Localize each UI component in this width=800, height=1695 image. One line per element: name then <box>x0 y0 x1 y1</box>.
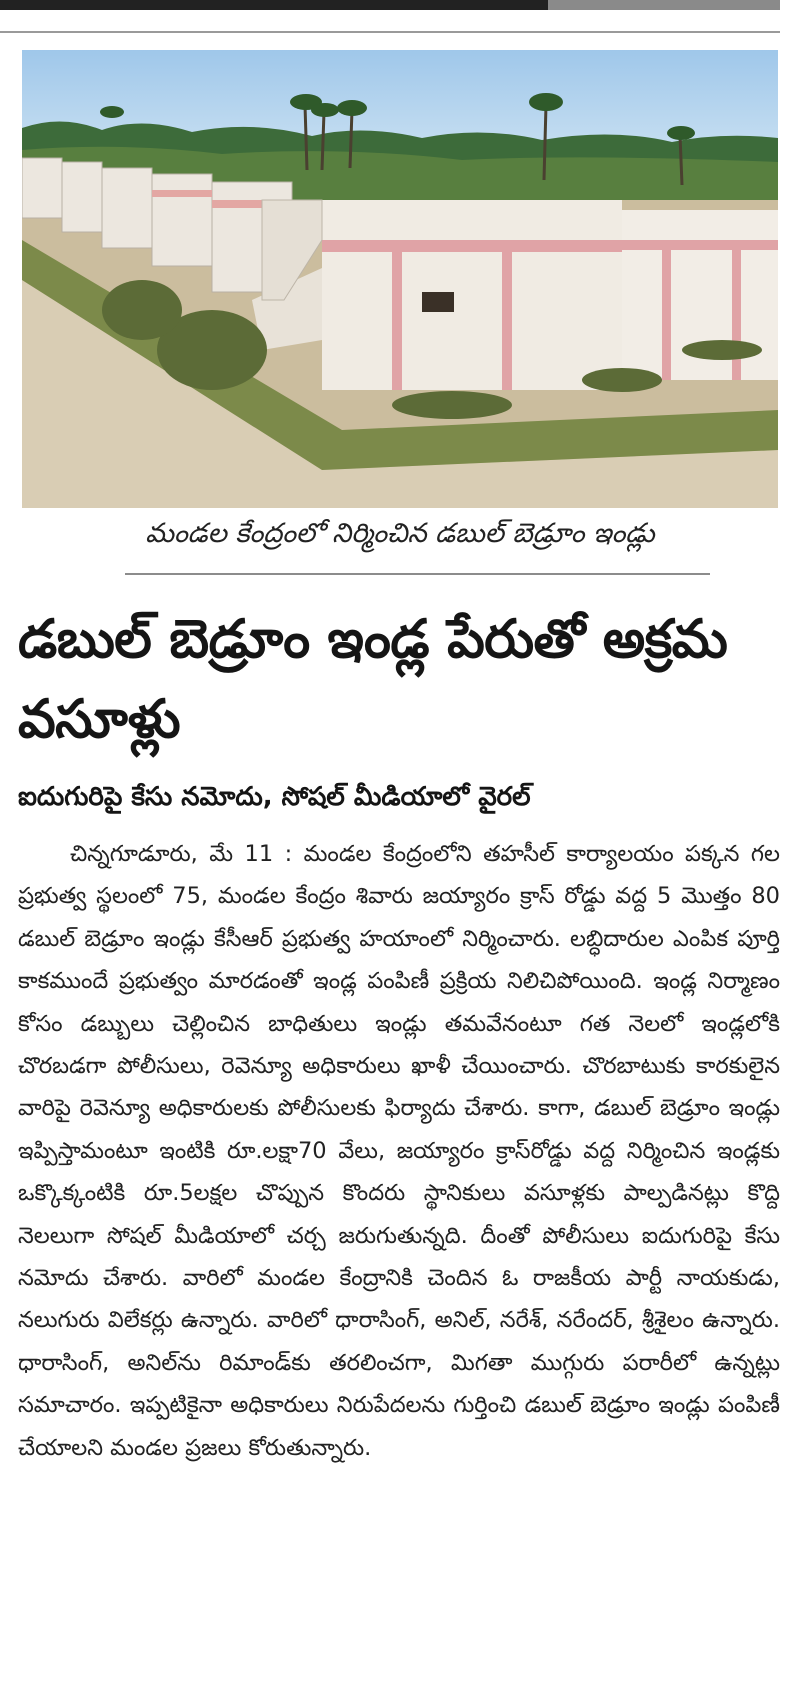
article-body <box>18 833 780 1469</box>
double-bedroom-houses-photo-icon <box>22 50 778 508</box>
article-subheadline: ఐదుగురిపై కేసు నమోదు, సోషల్ మీడియాలో వైరల్ <box>18 782 531 812</box>
caption-divider <box>125 573 710 575</box>
news-photo <box>22 50 778 508</box>
top-divider <box>0 31 780 33</box>
top-rule-accent <box>548 0 780 10</box>
top-rule-bar <box>0 0 780 10</box>
article-body-text: చిన్నగూడూరు, మే 11 : మండల కేంద్రంలోని తహసీల్ కార్యాలయం పక్కన గల ప్రభుత్వ స్థలంలో 75, మండల కేంద్రం శివారు జయ్యారం క్రాస్ రోడ్డు వద్ద 5 మొత్తం 80 డబుల్ బెడ్రూం ఇండ్లు కేసీఆర్ ప్రభుత్వ హయాంలో నిర్మించారు. లబ్ధిదారుల ఎంపిక పూర్తి కాకముందే ప్రభుత్వం మారడంతో ఇండ్ల పంపిణీ ప్రక్రియ నిలిచిపోయింది. ఇండ్ల నిర్మాణం కోసం డబ్బులు చెల్లించిన బాధితులు ఇండ్లు తమవేనంటూ గత నెలలో ఇండ్లలోకి చొరబడగా పోలీసులు, రెవెన్యూ అధికారులు ఖాళీ చేయించారు. చొరబాటుకు కారకులైన వారిపై రెవెన్యూ అధికారులకు పోలీసులకు ఫిర్యాదు చేశారు. కాగా, డబుల్ బెడ్రూం ఇండ్లు ఇప్పిస్తామంటూ ఇంటికి రూ.లక్షా70 వేలు, జయ్యారం క్రాస్‌రోడ్డు వద్ద నిర్మించిన ఇండ్లకు ఒక్కొక్కంటికి రూ.5లక్షల చొప్పున కొందరు స్థానికులు వసూళ్లకు పాల్పడినట్లు కొద్ది నెలలుగా సోషల్ మీడియాలో చర్చ జరుగుతున్నది. దీంతో పోలీసులు ఐదుగురిపై కేసు నమోదు చేశారు. వారిలో మండల కేంద్రానికి చెందిన ఓ రాజకీయ పార్టీ నాయకుడు, నలుగురు విలేకర్లు ఉన్నారు. వారిలో ధారాసింగ్, అనిల్, నరేశ్, నరేందర్, శ్రీశైలం ఉన్నారు. ధారాసింగ్, అనిల్‌ను రిమాండ్‌కు తరలించగా, మిగతా ముగ్గురు పరారీలో ఉన్నట్లు సమాచారం. ఇప్పటికైనా అధికారులు నిరుపేదలను గుర్తించి డబుల్ బెడ్రూం ఇండ్లు పంపిణీ చేయాలని మండల ప్రజలు కోరుతున్నారు. <box>18 841 780 1461</box>
photo-caption: మండల కేంద్రంలో నిర్మించిన డబుల్ బెడ్రూం ఇండ్లు <box>145 518 655 549</box>
article-headline: డబుల్ బెడ్రూం ఇండ్ల పేరుతో అక్రమ వసూళ్లు <box>18 609 728 750</box>
